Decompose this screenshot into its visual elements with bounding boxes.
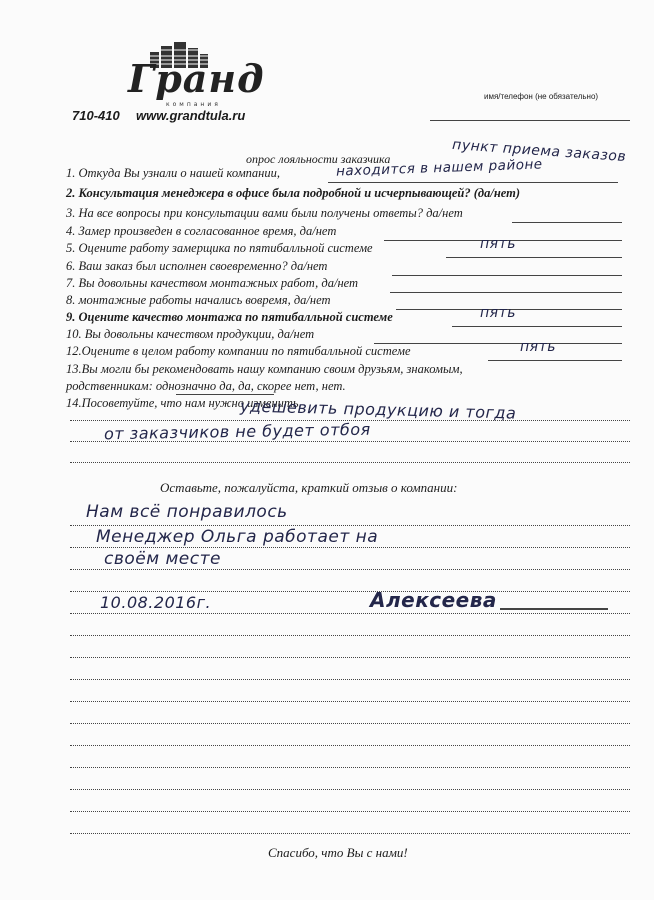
feedback-rule bbox=[70, 591, 630, 592]
feedback-rule bbox=[70, 547, 630, 548]
answer-10-line bbox=[374, 343, 622, 344]
answer-14-line-1: удешевить продукцию и тогда bbox=[239, 396, 517, 423]
name-phone-field[interactable] bbox=[430, 120, 630, 121]
feedback-rule bbox=[70, 679, 630, 680]
signature: Алексеева bbox=[370, 588, 497, 612]
phone-number: 710-410 bbox=[72, 108, 120, 123]
answer-9: пять bbox=[480, 305, 516, 321]
question-14: 14.Посоветуйте, что нам нужно изменить. bbox=[66, 396, 302, 410]
answer-7-line bbox=[390, 292, 622, 293]
feedback-rule bbox=[70, 767, 630, 768]
question-5: 5. Оцените работу замерщика по пятибалльной системе bbox=[66, 241, 373, 255]
answer-9-line bbox=[452, 326, 622, 327]
feedback-rule bbox=[70, 723, 630, 724]
question-4: 4. Замер произведен в согласованное время, да/нет bbox=[66, 224, 337, 238]
question-10: 10. Вы довольны качеством продукции, да/нет bbox=[66, 327, 315, 341]
feedback-prompt: Оставьте, пожалуйста, краткий отзыв о компании: bbox=[160, 480, 458, 495]
question-13: 13.Вы могли бы рекомендовать нашу компанию своим друзьям, знакомым, bbox=[66, 362, 463, 376]
feedback-rule bbox=[70, 745, 630, 746]
logo-text: Гранд bbox=[128, 56, 265, 101]
question-8: 8. монтажные работы начались вовремя, да/нет bbox=[66, 293, 331, 307]
answer-1: находится в нашем районе bbox=[335, 156, 543, 180]
name-phone-label: имя/телефон (не обязательно) bbox=[484, 92, 599, 101]
question-3: 3. На все вопросы при консультации вами были получены ответы? да/нет bbox=[66, 206, 463, 220]
feedback-line-2: Менеджер Ольга работает на bbox=[96, 527, 379, 547]
feedback-rule bbox=[70, 613, 630, 614]
feedback-rule bbox=[70, 701, 630, 702]
feedback-line-1: Нам всё понравилось bbox=[86, 502, 288, 522]
question-9: 9. Оцените качество монтажа по пятибалльной системе bbox=[66, 310, 393, 324]
answer-5: пять bbox=[480, 236, 516, 252]
survey-title-answer: пункт приема заказов bbox=[451, 136, 627, 166]
answer-line bbox=[70, 462, 630, 463]
question-1: 1. Откуда Вы узнали о нашей компании, bbox=[66, 166, 281, 180]
logo bbox=[128, 42, 265, 110]
feedback-line-3: своём месте bbox=[104, 549, 221, 569]
thanks-message: Спасибо, что Вы с нами! bbox=[268, 845, 408, 860]
question-6: 6. Ваш заказ был исполнен своевременно? да/нет bbox=[66, 259, 328, 273]
question-2: 2. Консультация менеджера в офисе была подробной и исчерпывающей? (да/нет) bbox=[66, 186, 521, 200]
feedback-date: 10.08.2016г. bbox=[100, 593, 212, 612]
answer-14-line-2: от заказчиков не будет отбоя bbox=[103, 419, 371, 444]
answer-6-line bbox=[392, 275, 622, 276]
feedback-rule bbox=[70, 833, 630, 834]
answer-3-line bbox=[512, 222, 622, 223]
signature-underline bbox=[500, 608, 608, 610]
feedback-rule bbox=[70, 525, 630, 526]
answer-1-line bbox=[328, 182, 618, 183]
logo-subtext: компания bbox=[166, 101, 221, 108]
answer-12: пять bbox=[520, 339, 556, 355]
feedback-rule bbox=[70, 789, 630, 790]
question-7: 7. Вы довольны качеством монтажных работ, да/нет bbox=[66, 276, 359, 290]
feedback-rule bbox=[70, 569, 630, 570]
feedback-rule bbox=[70, 811, 630, 812]
answer-12-line bbox=[488, 360, 622, 361]
answer-5-line bbox=[446, 257, 622, 258]
question-12: 12.Оцените в целом работу компании по пятибалльной системе bbox=[66, 344, 411, 358]
feedback-rule bbox=[70, 657, 630, 658]
q13-selected-underline bbox=[176, 394, 274, 395]
question-13-options: родственникам: однозначно да, да, скорее нет, нет. bbox=[66, 379, 346, 393]
website: www.grandtula.ru bbox=[136, 108, 246, 123]
survey-title: опрос лояльности заказчика bbox=[246, 152, 391, 166]
answer-line bbox=[70, 441, 630, 442]
feedback-rule bbox=[70, 635, 630, 636]
answer-line bbox=[70, 420, 630, 421]
